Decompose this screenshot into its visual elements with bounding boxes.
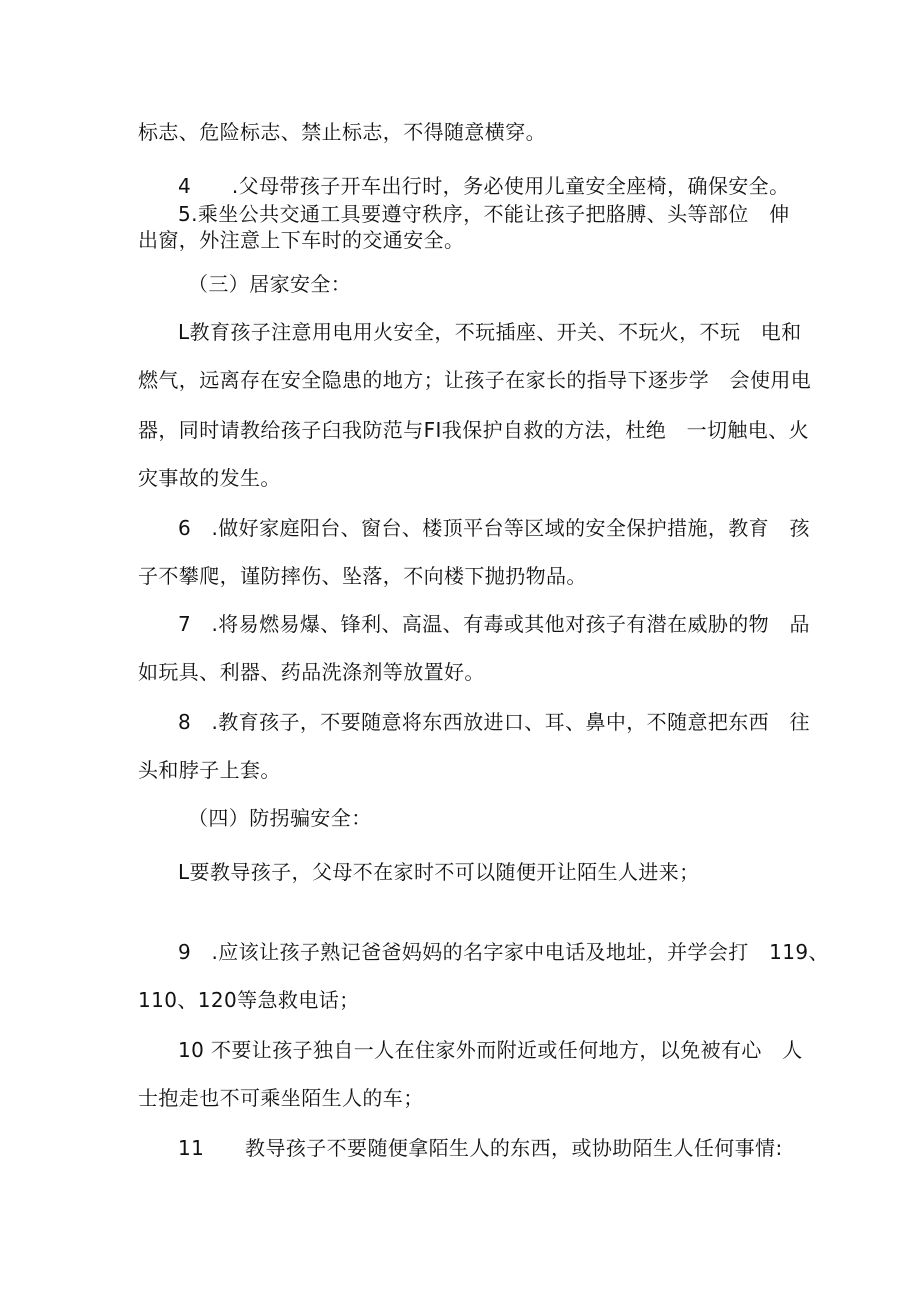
item-7-line-1: 7 .将易燃易爆、锋利、高温、有毒或其他对孩子有潜在威胁的物 品 — [178, 612, 810, 636]
item-10-line-2: 士抱走也不可乘坐陌生人的车； — [138, 1086, 424, 1110]
item-1-line-1: L教育孩子注意用电用火安全，不玩插座、开关、不玩火，不玩 电和 — [178, 320, 802, 344]
item-7-line-2: 如玩具、利器、药品洗涤剂等放置好。 — [138, 660, 485, 684]
item-10-line-1: 10 不要让孩子独自一人在住家外而附近或任何地方，以免被有心 人 — [178, 1038, 803, 1062]
item-9-line-1: 9 .应该让孩子熟记爸爸妈妈的名字家中电话及地址，并学会打 119、 — [178, 940, 829, 964]
item-11-line: 11 教导孩子不要随便拿陌生人的东西，或协助陌生人任何事情: — [178, 1136, 783, 1160]
item-8-line-1: 8 .教育孩子，不要随意将东西放进口、耳、鼻中，不随意把东西 往 — [178, 710, 810, 734]
section-3-heading: （三）居家安全： — [188, 272, 352, 296]
item-6-line-2: 子不攀爬，谨防摔伤、坠落，不向楼下抛扔物品。 — [138, 564, 587, 588]
item-1-line-2: 燃气，远离存在安全隐患的地方；让孩子在家长的指导下逐步学 会使用电 — [138, 368, 812, 392]
item-4-line: 4 .父母带孩子开车出行时，务必使用儿童安全座椅，确保安全。 — [178, 174, 790, 198]
section-4-heading: （四）防拐骗安全： — [188, 806, 372, 830]
item-6-line-1: 6 .做好家庭阳台、窗台、楼顶平台等区域的安全保护措施，教育 孩 — [178, 516, 810, 540]
item-5-line-2: 出窗，外注意上下车时的交通安全。 — [138, 228, 465, 252]
text-line-1: 标志、危险标志、禁止标志，不得随意横穿。 — [138, 120, 546, 144]
item-5-line-1: 5.乘坐公共交通工具要遵守秩序，不能让孩子把胳膊、头等部位 伸 — [178, 202, 790, 226]
item-1-line-4: 灾事故的发生。 — [138, 466, 281, 490]
item-8-line-2: 头和脖子上套。 — [138, 758, 281, 782]
item-9-line-2: 110、120等急救电话； — [138, 988, 360, 1012]
item-l-line: L要教导孩子，父母不在家时不可以随便开让陌生人进来； — [178, 860, 700, 884]
item-1-line-3: 器，同时请教给孩子臼我防范与FI我保护自救的方法，杜绝 一切触电、火 — [138, 418, 810, 442]
